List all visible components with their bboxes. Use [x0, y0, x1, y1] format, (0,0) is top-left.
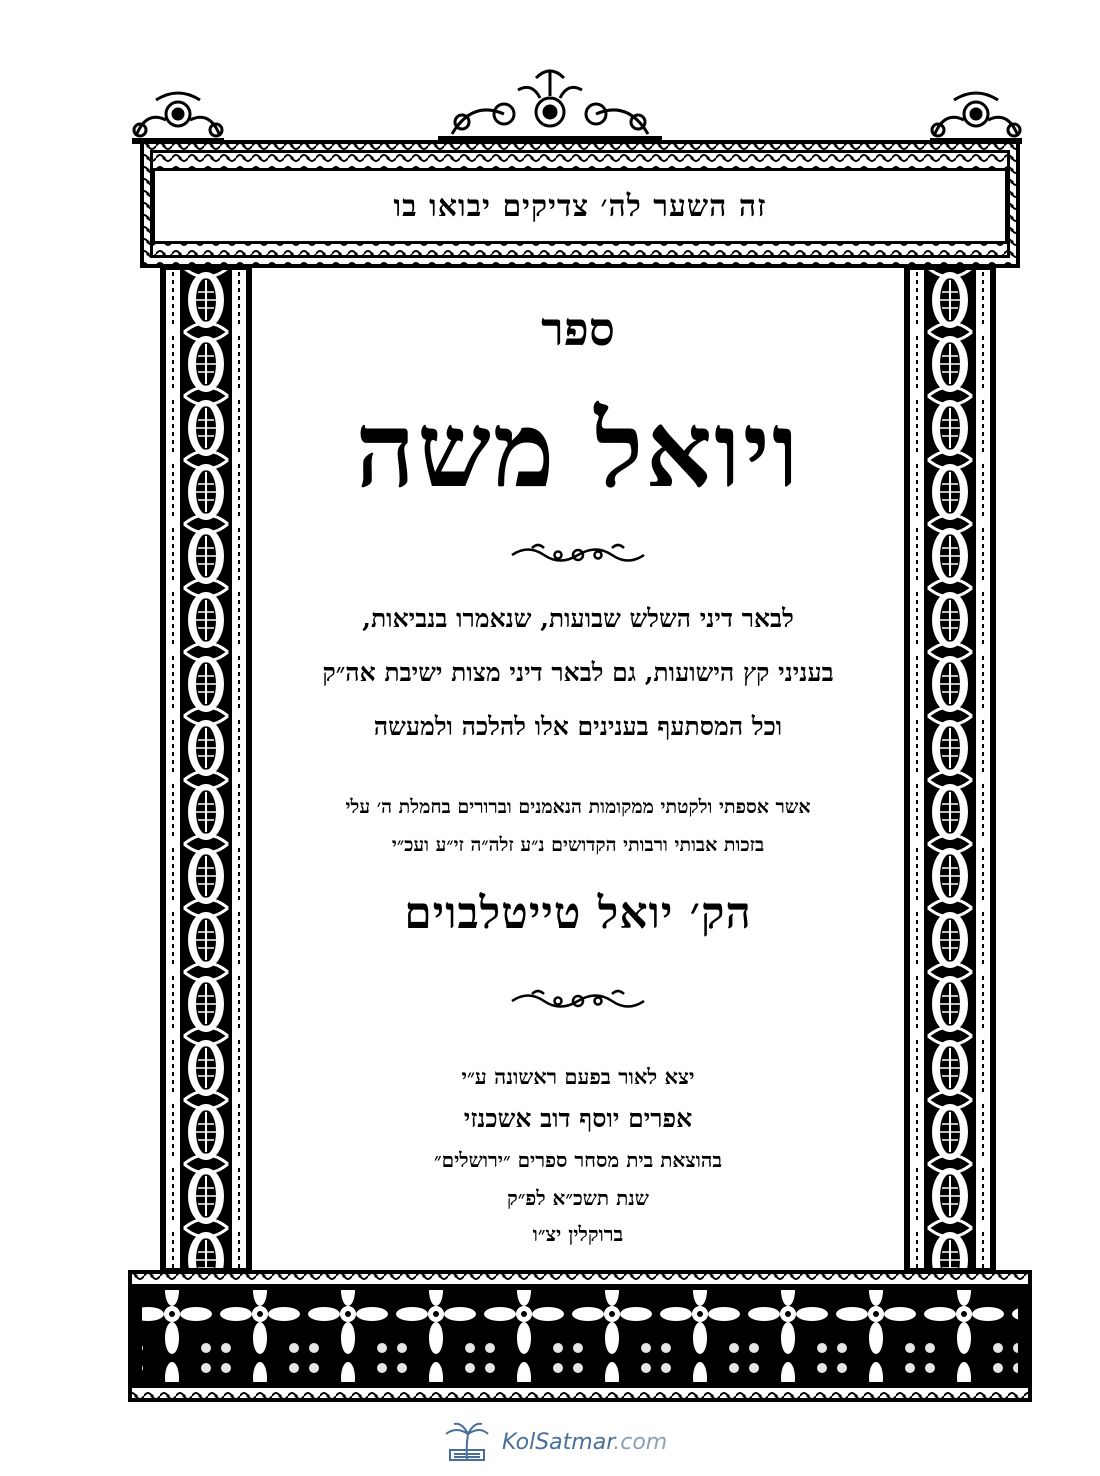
sefer-label: ספר	[541, 302, 615, 356]
kolsatmar-watermark[interactable]	[440, 1420, 667, 1464]
right-crest-ornament	[924, 90, 1028, 146]
publication-line-1: יצא לאור בפעם ראשונה ע״י	[461, 1064, 695, 1089]
book-title: ויואל משה	[355, 388, 801, 511]
divider-flourish-1	[508, 540, 648, 570]
subtitle-line-1: לבאר דיני השלש שבועות, שנאמרו בנביאות,	[362, 604, 794, 633]
bottom-border-base	[128, 1270, 1032, 1402]
publication-place: ברוקלין יצ״ו	[532, 1222, 624, 1246]
divider-flourish-2	[508, 986, 648, 1016]
watermark-brand: KolSatmar	[502, 1429, 614, 1455]
intro-line-2: בזכות אבותי ורבותי הקדושים נ״ע זלה״ה זי״ע ועכ״י	[391, 834, 765, 856]
subtitle-line-2: בעניני קץ הישועות, גם לבאר דיני מצות ישיבת אה״ק	[322, 658, 834, 687]
right-pillar-border	[904, 268, 996, 1270]
left-crest-ornament	[126, 90, 230, 146]
center-crest-ornament	[432, 60, 668, 144]
publication-year: שנת תשכ״א לפ״ק	[507, 1186, 649, 1210]
title-panel	[252, 268, 904, 1270]
left-pillar-border	[160, 268, 252, 1270]
publisher-name: אפרים יוסף דוב אשכנזי	[463, 1104, 693, 1133]
subtitle-line-3: וכל המסתעף בענינים אלו להלכה ולמעשה	[373, 712, 783, 741]
intro-line-1: אשר אספתי ולקטתי ממקומות הנאמנים וברורים בחמלת ה׳ עלי	[345, 796, 811, 818]
publication-line-3: בהוצאת בית מסחר ספרים ״ירושלים״	[433, 1148, 723, 1172]
gate-motto: זה השער לה׳ צדיקים יבואו בו	[152, 168, 1008, 244]
palm-tree-icon	[440, 1420, 494, 1464]
author-name: הק׳ יואל טייטלבוים	[404, 888, 752, 939]
watermark-domain: .com	[613, 1429, 668, 1455]
